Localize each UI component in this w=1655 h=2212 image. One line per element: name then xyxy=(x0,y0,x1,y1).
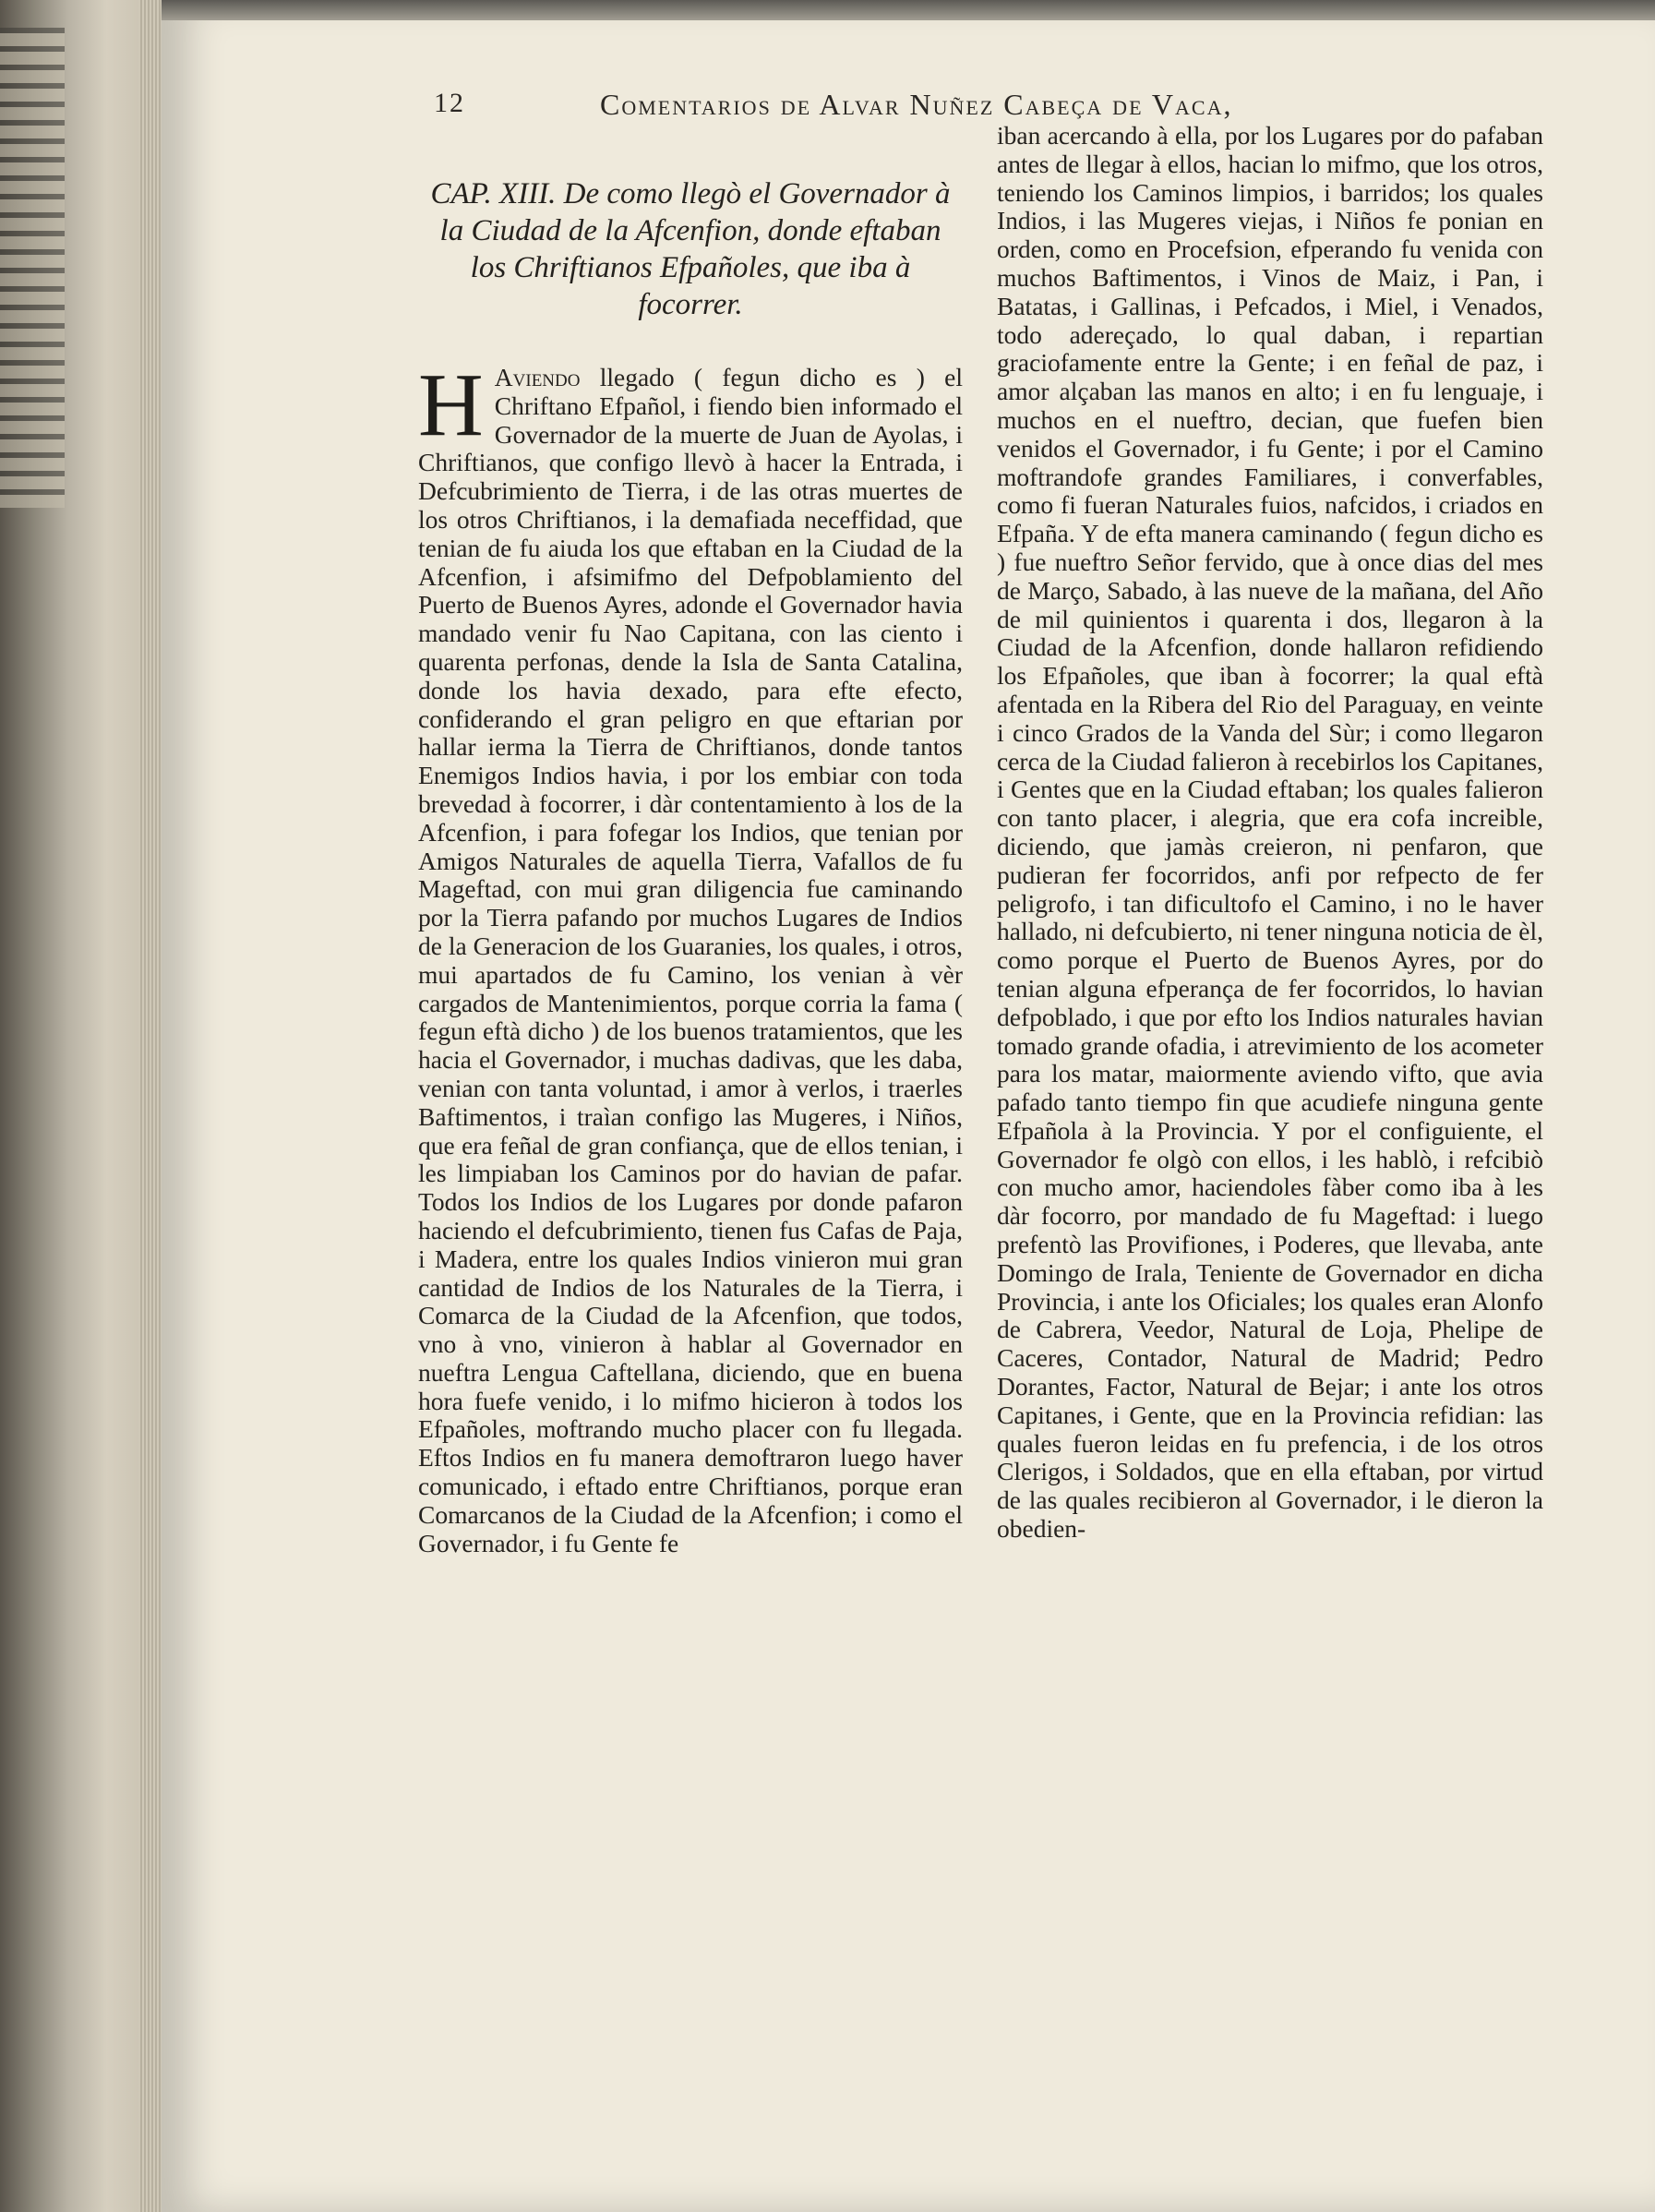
left-body-paragraph xyxy=(418,355,963,1557)
left-text-column xyxy=(418,175,963,1557)
lead-word: Aviendo xyxy=(494,363,581,391)
chapter-heading: CAP. XIII. De como llegò el Governador à la Ciudad de la Afcenfion, donde eftaban los Chriftianos Efpañoles, que iba à focorrer. xyxy=(430,177,951,321)
drop-cap: H xyxy=(418,355,484,455)
left-body-text: llegado ( fegun dicho es ) el Chriftano Efpañol, i fiendo bien informado el Governador de la muerte de Juan de Ayolas, i Chriftianos, que configo llevò à hacer la Entrada, i Defcubrimiento de Tierra, i de las otras muertes de los otros Chriftianos, i la demafiada neceffidad, que tenian de fu aiuda los que eftaban en la Ciudad de la Afcenfion, i afsimifmo del Defpoblamiento del Puerto de Buenos Ayres, adonde el Governador havia mandado venir fu Nao Capitana, con las ciento i quarenta perfonas, dende la Isla de Santa Catalina, donde los havia dexado, para efte efecto, confiderando el gran peligro en que eftarian por hallar ierma la Tierra de Chriftianos, donde tantos Enemigos Indios havia, i por los embiar con toda brevedad à focorrer, i dàr contentamiento à los de la Afcenfion, i para fofegar los Indios, que tenian por Amigos Naturales de aquella Tierra, Vafallos de fu Mageftad, con mui gran diligencia fue caminando por la Tierra pafando por muchos Lugares de Indios de la Generacion de los Guaranies, los quales, i otros, mui apartados de fu Camino, los venian à vèr cargados de Mantenimientos, porque corria la fama ( fegun eftà dicho ) de los buenos tratamientos, que les hacia el Governador, i muchas dadivas, que les daba, venian con tanta voluntad, i amor à verlos, i traerles Baftimentos, i traìan configo las Mugeres, i Niños, que era feñal de gran confiança, que de ellos tenian, i les limpiaban los Caminos por do havian de pafar. Todos los Indios de los Lugares por donde pafaron haciendo el defcubrimiento, tienen fus Cafas de Paja, i Madera, entre los quales Indios vinieron mui gran cantidad de Indios de los Naturales de la Tierra, i Comarca de la Ciudad de la Afcenfion, que todos, vno à vno, vinieron à hablar al Governador en nueftra Lengua Caftellana, diciendo, que en buena hora fuefe venido, i lo mifmo hicieron à todos los Efpañoles, moftrando mucho placer con fu llegada. Eftos Indios en fu manera demoftraron luego haver comunicado, i eftado entre Chriftianos, porque eran Comarcanos de la Ciudad de la Afcenfion; i como el Governador, i fu Gente fe xyxy=(418,363,963,1557)
page-number: 12 xyxy=(434,88,465,118)
scan-top-shadow xyxy=(162,0,1655,20)
running-title: Comentarios de Alvar Nuñez Cabeça de Vaca, xyxy=(600,88,1233,121)
running-head xyxy=(0,88,1655,125)
right-text-column xyxy=(997,122,1543,1544)
right-body-text: iban acercando à ella, por los Lugares por do pafaban antes de llegar à ellos, hacian lo mifmo, que los otros, teniendo los Caminos limpios, i barridos; los quales Indios, i las Mugeres viejas, i Niños fe ponian en orden, como en Procefsion, efperando fu venida con muchos Baftimentos, i Vinos de Maiz, i Pan, i Batatas, i Gallinas, i Pefcados, i Miel, i Venados, todo adereçado, lo qual daban, i repartian graciofamente entre la Gente; i en feñal de paz, i amor alçaban las manos en alto; i en fu lenguaje, i muchos en el nueftro, decian, que fuefen bien venidos el Governador, i fu Gente; i por el Camino moftrandofe grandes Familiares, i converfables, como fi fueran Naturales fuios, nafcidos, i criados en Efpaña. Y de efta manera caminando ( fegun dicho es ) fue nueftro Señor fervido, que à once dias del mes de Março, Sabado, à las nueve de la mañana, del Año de mil quinientos i quarenta i dos, llegaron à la Ciudad de la Afcenfion, donde hallaron refidiendo los Efpañoles, que iban à focorrer; la qual eftà afentada en la Ribera del Rio del Paraguay, en veinte i cinco Grados de la Vanda del Sùr; i como llegaron cerca de la Ciudad falieron à recebirlos los Capitanes, i Gentes que en la Ciudad eftaban; los quales falieron con tanto placer, i alegria, que era cofa increible, diciendo, que jamàs creieron, ni penfaron, que pudieran fer focorridos, anfi por refpecto de fer peligrofo, i tan dificultofo el Camino, i no le haver hallado, ni defcubierto, ni tener ninguna noticia de èl, como porque el Puerto de Buenos Ayres, por do tenian alguna efperança de fer focorridos, lo havian defpoblado, i que por efto los Indios naturales havian tomado grande ofadia, i atrevimiento de los acometer para los matar, maiormente aviendo vifto, que avia pafado tanto tiempo fin que acudiefe ninguna gente Efpañola à la Provincia. Y por el configuiente, el Governador fe olgò con ellos, i les hablò, i refcibiò con mucho amor, haciendoles fàber como iba à les dàr focorro, por mandado de fu Mageftad: i luego prefentò las Provifiones, i Poderes, que llevaba, ante Domingo de Irala, Teniente de Governador en dicha Provincia, i ante los Oficiales; los quales eran Alonfo de Cabrera, Veedor, Natural de Loja, Phelipe de Caceres, Contador, Natural de Madrid; Pedro Dorantes, Factor, Natural de Bejar; i ante los otros Capitanes, i Gente, que en la Provincia refidian: las quales fueron leidas en fu prefencia, i de los otros Clerigos, i Soldados, que en ella eftaban, por virtud de las quales recibieron al Governador, i le dieron la obedien- xyxy=(997,121,1543,1544)
